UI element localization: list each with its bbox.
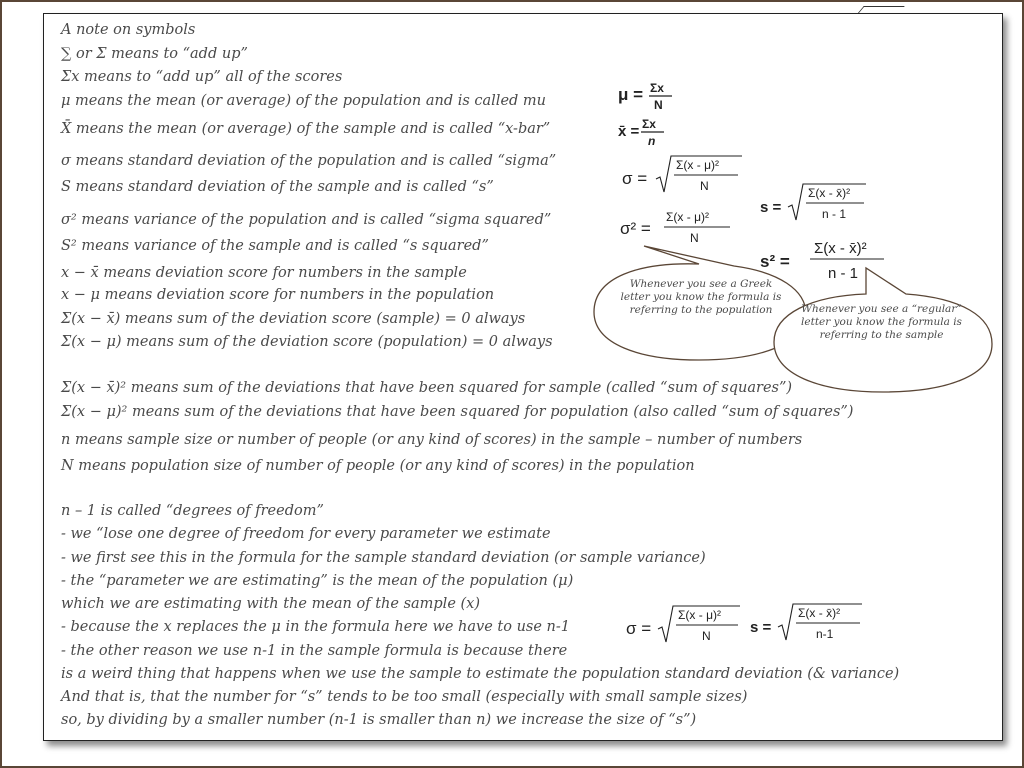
bubble-greek-text: Whenever you see a Greek letter you know the formula is referring to the population bbox=[620, 278, 782, 316]
xbar-formula-lhs: x̄ = bbox=[618, 123, 640, 140]
note-line: Σ(x − x̄) means sum of the deviation score (sample) = 0 always bbox=[61, 311, 526, 327]
note-line: - the other reason we use n-1 in the sample formula is because there bbox=[61, 643, 568, 659]
note-line: S² means variance of the sample and is called “s squared” bbox=[61, 238, 489, 254]
bottom-s-formula-lhs: s = bbox=[750, 619, 772, 636]
s-formula bbox=[760, 180, 870, 226]
xbar-formula bbox=[616, 114, 678, 150]
note-line: σ means standard deviation of the population and is called “sigma” bbox=[61, 153, 557, 169]
note-line: so, by dividing by a smaller number (n-1 is smaller than n) we increase the size of “s”) bbox=[61, 712, 697, 728]
bottom-sigma-formula-lhs: σ = bbox=[626, 619, 652, 638]
s-formula-lhs: s = bbox=[760, 199, 782, 216]
note-line: Σ(x − x̄)² means sum of the deviations that have been squared for sample (called “sum of squares”) bbox=[61, 380, 793, 396]
note-line: N means population size of number of people (or any kind of scores) in the population bbox=[61, 458, 695, 474]
note-line: - we first see this in the formula for the sample standard deviation (or sample variance) bbox=[61, 550, 706, 566]
bubble-regular-text: Whenever you see a “regular” letter you know the formula is referring to the sample bbox=[801, 303, 962, 341]
s-formula-numerator: Σ(x - x̄)² bbox=[808, 186, 851, 200]
note-line: ∑ or Σ means to “add up” bbox=[61, 46, 248, 62]
note-line: x − μ means deviation score for numbers in the population bbox=[61, 287, 495, 303]
note-line: n means sample size or number of people (or any kind of scores) in the sample – number of numbers bbox=[61, 432, 803, 448]
bottom-s-formula-numerator: Σ(x - x̄)² bbox=[798, 606, 841, 620]
bottom-s-formula bbox=[750, 600, 868, 646]
note-line: S means standard deviation of the sample and is called “s” bbox=[61, 179, 494, 195]
subheading: n – 1 is called “degrees of freedom” bbox=[61, 503, 324, 519]
note-line: X̄ means the mean (or average) of the sample and is called “x-bar” bbox=[61, 121, 551, 137]
sigma-squared-formula-lhs: σ² = bbox=[620, 219, 651, 238]
notes-page bbox=[43, 13, 1003, 741]
s-formula-denominator: n - 1 bbox=[822, 207, 847, 221]
heading: A note on symbols bbox=[61, 22, 196, 38]
mu-formula-numerator: Σx bbox=[650, 81, 664, 95]
note-line: which we are estimating with the mean of the sample (x) bbox=[61, 596, 480, 612]
sigma-formula-numerator: Σ(x - μ)² bbox=[676, 158, 719, 172]
sigma-formula bbox=[622, 152, 747, 198]
note-line: Σ(x − μ) means sum of the deviation score (population) = 0 always bbox=[61, 334, 553, 350]
s-squared-formula-lhs: s² = bbox=[760, 252, 790, 271]
sigma-squared-formula-numerator: Σ(x - μ)² bbox=[666, 210, 709, 224]
note-line: - because the x replaces the μ in the formula here we have to use n-1 bbox=[61, 619, 571, 635]
mu-formula-denominator: N bbox=[654, 98, 663, 112]
note-line: And that is, that the number for “s” tends to be too small (especially with small sample sizes) bbox=[61, 689, 748, 705]
note-line: is a weird thing that happens when we use the sample to estimate the population standard deviation (& variance) bbox=[61, 666, 900, 682]
bottom-s-formula-denominator: n-1 bbox=[816, 627, 834, 641]
bottom-sigma-formula bbox=[626, 602, 746, 648]
sigma-formula-denominator: N bbox=[700, 179, 709, 193]
note-line: Σ(x − μ)² means sum of the deviations that have been squared for population (also called “sum of squares”) bbox=[61, 404, 854, 420]
note-line: - the “parameter we are estimating” is the mean of the population (μ) bbox=[61, 573, 574, 589]
note-line: μ means the mean (or average) of the population and is called mu bbox=[61, 93, 547, 109]
bottom-sigma-formula-numerator: Σ(x - μ)² bbox=[678, 608, 721, 622]
mu-formula bbox=[616, 78, 678, 114]
note-line: Σx means to “add up” all of the scores bbox=[61, 69, 343, 85]
note-line: x − x̄ means deviation score for numbers in the sample bbox=[61, 265, 467, 281]
sigma-formula-lhs: σ = bbox=[622, 169, 648, 188]
xbar-formula-numerator: Σx bbox=[642, 117, 656, 131]
note-line: - we “lose one degree of freedom for every parameter we estimate bbox=[61, 526, 551, 542]
note-line: σ² means variance of the population and is called “sigma squared” bbox=[61, 212, 552, 228]
s-squared-formula bbox=[760, 234, 890, 286]
s-squared-formula-denominator: n - 1 bbox=[828, 265, 859, 282]
sigma-squared-formula-denominator: N bbox=[690, 231, 699, 245]
mu-formula-lhs: μ = bbox=[618, 85, 644, 104]
sigma-squared-formula bbox=[620, 204, 740, 250]
xbar-formula-denominator: n bbox=[648, 134, 656, 148]
bottom-sigma-formula-denominator: N bbox=[702, 629, 711, 643]
s-squared-formula-numerator: Σ(x - x̄)² bbox=[814, 240, 867, 257]
